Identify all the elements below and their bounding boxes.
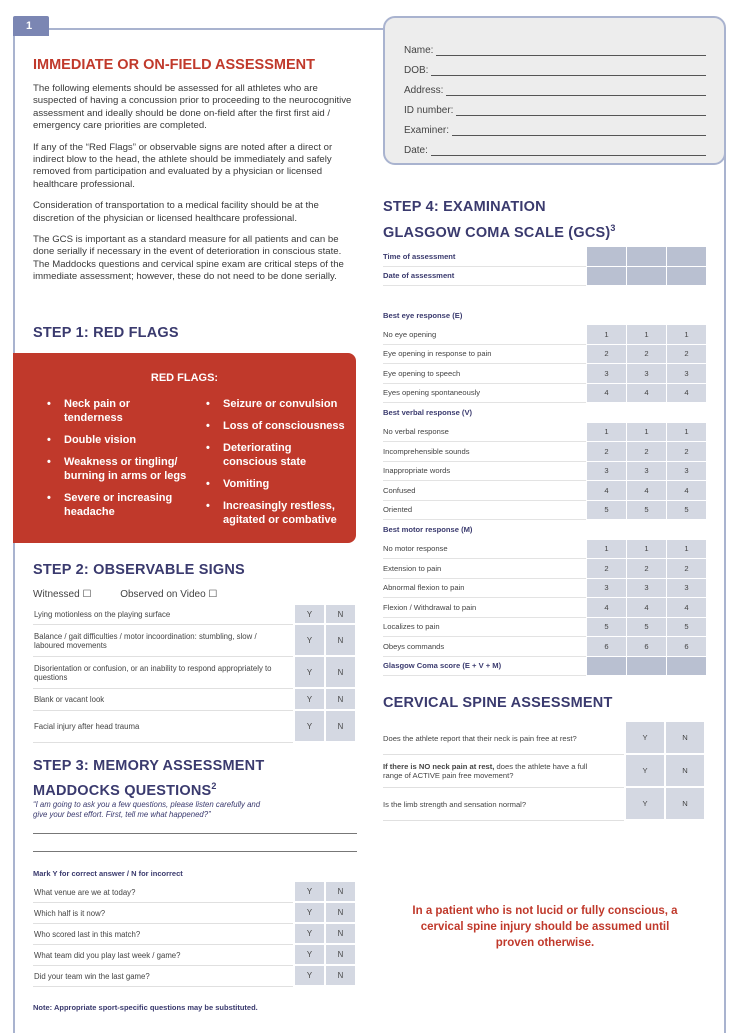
address-field[interactable]: Address: [404,76,706,96]
score-cell[interactable]: 5 [666,618,706,638]
yes-cell[interactable]: Y [624,788,664,821]
score-cell[interactable]: 3 [666,579,706,599]
step4-title [383,197,616,244]
date-of-assessment-label: Date of assessment [383,267,586,287]
score-cell[interactable]: 2 [626,559,666,579]
question-label: Did your team win the last game? [33,966,293,987]
motor-response-label: Obeys commands [383,637,586,657]
cervical-spine-title: CERVICAL SPINE ASSESSMENT [383,695,613,711]
table-row [383,788,704,821]
score-cell[interactable]: 1 [626,540,666,560]
table-row [383,267,706,287]
table-row [33,966,355,987]
yes-cell[interactable]: Y [293,657,324,689]
red-flag-item: • Neck pain or tenderness [47,397,147,425]
motor-response-label: No motor response [383,540,586,560]
score-cell[interactable]: 4 [626,384,666,404]
table-row [33,625,355,657]
table-row [33,689,355,711]
red-flag-item: • Vomiting [206,477,356,491]
step2-title: STEP 2: OBSERVABLE SIGNS [33,562,245,578]
red-flags-list-left [47,397,197,527]
score-cell[interactable]: 2 [586,559,626,579]
motor-response-header: Best motor response (M) [383,525,473,535]
red-flag-item: • Weakness or tingling/ burning in arms or legs [47,455,197,483]
score-cell[interactable]: 1 [666,540,706,560]
substitution-note: Note: Appropriate sport-specific questions may be substituted. [33,1003,258,1012]
score-cell[interactable]: 2 [666,559,706,579]
no-cell[interactable]: N [324,903,355,924]
score-cell[interactable]: 6 [586,637,626,657]
eye-response-label: Eye opening to speech [383,364,586,384]
score-cell[interactable]: 5 [626,501,666,521]
sign-label: Disorientation or confusion, or an inability to respond appropriately to questions [33,657,293,689]
table-row [383,755,704,788]
table-row [33,882,355,903]
table-row [383,462,706,482]
table-row [383,540,706,560]
score-cell[interactable]: 4 [666,598,706,618]
immediate-assessment-title: IMMEDIATE OR ON-FIELD ASSESSMENT [33,57,315,73]
examiner-field[interactable]: Examiner: [404,116,706,136]
red-flag-item: • Deteriorating conscious state [206,441,316,469]
table-row [383,657,706,677]
no-cell[interactable]: N [664,755,704,788]
score-cell[interactable]: 2 [666,442,706,462]
maddocks-quote: “I am going to ask you a few questions, please listen carefully and give your best effort. First, tell me what happened?” [33,800,261,819]
table-row [383,325,706,345]
cspine-question: If there is NO neck pain at rest, does the athlete have a full range of ACTIVE pain free movement? [383,755,624,788]
yes-cell[interactable]: Y [293,711,324,743]
table-row [383,722,704,755]
step4-title-line1: STEP 4: EXAMINATION [383,199,546,215]
score-cell[interactable]: 2 [626,442,666,462]
date-cell[interactable] [586,267,626,287]
time-cell[interactable] [666,247,706,267]
no-cell[interactable]: N [664,722,704,755]
table-row [383,403,706,423]
step3-title-line2: MADDOCKS QUESTIONS$^2$ [33,781,217,799]
yes-cell[interactable]: Y [293,945,324,966]
table-row [33,924,355,945]
score-cell[interactable]: 3 [666,364,706,384]
no-cell[interactable]: N [324,966,355,987]
time-cell[interactable] [626,247,666,267]
eye-response-label: Eyes opening spontaneously [383,384,586,404]
score-cell[interactable]: 2 [626,345,666,365]
table-row [33,605,355,625]
score-cell[interactable]: 3 [586,579,626,599]
table-row [33,903,355,924]
table-row [33,711,355,743]
sign-label: Facial injury after head trauma [33,711,293,743]
question-label: What team did you play last week / game? [33,945,293,966]
no-cell[interactable]: N [664,788,704,821]
verbal-response-label: Oriented [383,501,586,521]
score-cell[interactable]: 4 [666,481,706,501]
sign-label: Balance / gait difficulties / motor incoordination: stumbling, slow / laboured movements [33,625,293,657]
score-cell[interactable]: 4 [626,481,666,501]
date-cell[interactable] [626,267,666,287]
score-cell[interactable]: 3 [586,462,626,482]
score-cell[interactable]: 5 [666,501,706,521]
no-cell[interactable]: N [324,689,355,711]
table-row [383,618,706,638]
score-cell[interactable]: 4 [586,384,626,404]
red-flags-box [13,353,356,543]
red-flags-heading: RED FLAGS: [150,372,219,384]
intro-paragraph: Consideration of transportation to a medical facility should be at the discretion of the physician or licensed healthcare professional. [33,200,319,224]
no-cell[interactable]: N [324,924,355,945]
red-flag-item: • Severe or increasing headache [47,491,187,519]
reference-superscript: 2 [211,781,217,791]
table-row [383,286,706,306]
motor-response-label: Abnormal flexion to pain [383,579,586,599]
total-cell[interactable] [586,657,626,677]
score-cell[interactable]: 1 [586,423,626,443]
table-row [33,657,355,689]
table-row [383,423,706,443]
answer-line[interactable] [33,851,357,852]
score-cell[interactable]: 3 [666,462,706,482]
score-cell[interactable]: 3 [626,579,666,599]
yes-cell[interactable]: Y [624,722,664,755]
immediate-assessment-text [33,83,357,293]
motor-response-label: Flexion / Withdrawal to pain [383,598,586,618]
table-row [383,481,706,501]
total-cell[interactable] [666,657,706,677]
red-flag-item: • Increasingly restless, agitated or combative [206,499,351,527]
score-cell[interactable]: 4 [626,598,666,618]
score-cell[interactable]: 2 [586,345,626,365]
total-cell[interactable] [626,657,666,677]
table-row [383,598,706,618]
table-row [383,345,706,365]
motor-response-label: Localizes to pain [383,618,586,638]
eye-response-label: Eye opening in response to pain [383,345,586,365]
yes-cell[interactable]: Y [293,625,324,657]
step3-title [33,756,264,801]
sign-label: Lying motionless on the playing surface [33,605,293,625]
score-cell[interactable]: 4 [666,384,706,404]
score-cell[interactable]: 2 [586,442,626,462]
yes-cell[interactable]: Y [293,689,324,711]
yes-cell[interactable]: Y [624,755,664,788]
table-row [383,247,706,267]
score-cell[interactable]: 1 [586,540,626,560]
answer-line[interactable] [33,833,357,834]
step1-title: STEP 1: RED FLAGS [33,325,179,341]
no-cell[interactable]: N [324,625,355,657]
score-cell[interactable]: 3 [586,364,626,384]
intro-paragraph: The following elements should be assessed for all athletes who are suspected of having a concussion prior to proceeding to the neurocognitive assessment and ideally should be done on-field after the first first aid / emergency care priorities are completed. [33,83,352,132]
no-cell[interactable]: N [324,711,355,743]
id-number-field[interactable]: ID number: [404,96,706,116]
motor-response-label: Extension to pain [383,559,586,579]
no-cell[interactable]: N [324,657,355,689]
score-cell[interactable]: 5 [586,618,626,638]
yes-cell[interactable]: Y [293,924,324,945]
score-cell[interactable]: 6 [626,637,666,657]
cervical-spine-table [383,722,704,821]
table-row [383,306,706,326]
yes-cell[interactable]: Y [293,605,324,625]
dob-field[interactable]: DOB: [404,56,706,76]
red-flag-item: • Seizure or convulsion [206,397,356,411]
score-cell[interactable]: 1 [626,423,666,443]
table-row [383,579,706,599]
date-field[interactable]: Date: [404,136,706,156]
score-cell[interactable]: 3 [626,462,666,482]
eye-response-header: Best eye response (E) [383,310,463,320]
no-cell[interactable]: N [324,605,355,625]
score-cell[interactable]: 6 [666,637,706,657]
score-cell[interactable]: 1 [666,325,706,345]
athlete-id-box [383,16,726,165]
eye-response-label: No eye opening [383,325,586,345]
score-cell[interactable]: 5 [626,618,666,638]
question-label: Which half is it now? [33,903,293,924]
observed-video-checkbox[interactable]: Observed on Video ☐ [120,589,218,600]
cspine-question: Does the athlete report that their neck is pain free at rest? [383,722,624,755]
time-cell[interactable] [586,247,626,267]
table-row [383,559,706,579]
cervical-spine-warning: In a patient who is not lucid or fully conscious, a cervical spine injury should be assumed until proven otherwise. [412,905,678,949]
question-label: What venue are we at today? [33,882,293,903]
score-cell[interactable]: 1 [666,423,706,443]
cspine-question: Is the limb strength and sensation normal? [383,788,624,821]
verbal-response-label: Confused [383,481,586,501]
score-cell[interactable]: 1 [626,325,666,345]
table-row [383,637,706,657]
name-field[interactable]: Name: [404,36,706,56]
verbal-response-label: Incomprehensible sounds [383,442,586,462]
step4-title-line2: GLASGOW COMA SCALE (GCS)$^3$ [383,223,616,241]
table-row [33,945,355,966]
score-cell[interactable]: 2 [666,345,706,365]
yes-cell[interactable]: Y [293,966,324,987]
yes-cell[interactable]: Y [293,903,324,924]
sign-label: Blank or vacant look [33,689,293,711]
red-flag-item: • Loss of consciousness [206,419,356,433]
reference-superscript: 3 [610,223,616,233]
time-of-assessment-label: Time of assessment [383,247,586,267]
gcs-total-label: Glasgow Coma score (E + V + M) [383,657,586,677]
score-cell[interactable]: 5 [586,501,626,521]
score-cell[interactable]: 4 [586,481,626,501]
question-label: Who scored last in this match? [33,924,293,945]
observable-signs-table [33,605,355,743]
score-cell[interactable]: 1 [586,325,626,345]
observation-source [33,589,243,600]
score-cell[interactable]: 4 [586,598,626,618]
score-cell[interactable]: 3 [626,364,666,384]
table-row [383,501,706,521]
table-row [383,442,706,462]
intro-paragraph: If any of the “Red Flags” or observable signs are noted after a direct or indirect blow to the head, the athlete should be immediately and safely removed from participation and evaluated by a physician or licensed healthcare professional. [33,141,333,190]
no-cell[interactable]: N [324,882,355,903]
date-cell[interactable] [666,267,706,287]
table-row [383,364,706,384]
witnessed-checkbox[interactable]: Witnessed ☐ [33,589,92,600]
verbal-response-header: Best verbal response (V) [383,408,473,418]
yes-cell[interactable]: Y [293,882,324,903]
red-flags-list-right [206,397,356,535]
no-cell[interactable]: N [324,945,355,966]
maddocks-table [33,882,355,987]
verbal-response-label: Inappropriate words [383,462,586,482]
verbal-response-label: No verbal response [383,423,586,443]
intro-paragraph: The GCS is important as a standard measure for all patients and can be done serially if necessary in the event of deterioration in conscious state. The Maddocks questions and cervical spine exam are critical steps of the immediate assessment; however, these do not need to be done serially. [33,234,344,283]
red-flag-item: • Double vision [47,433,197,447]
step3-title-line1: STEP 3: MEMORY ASSESSMENT [33,758,265,774]
gcs-table [383,247,706,676]
mark-instructions: Mark Y for correct answer / N for incorrect [33,869,183,878]
page-number-tab: 1 [13,16,49,36]
table-row [383,520,706,540]
table-row [383,384,706,404]
